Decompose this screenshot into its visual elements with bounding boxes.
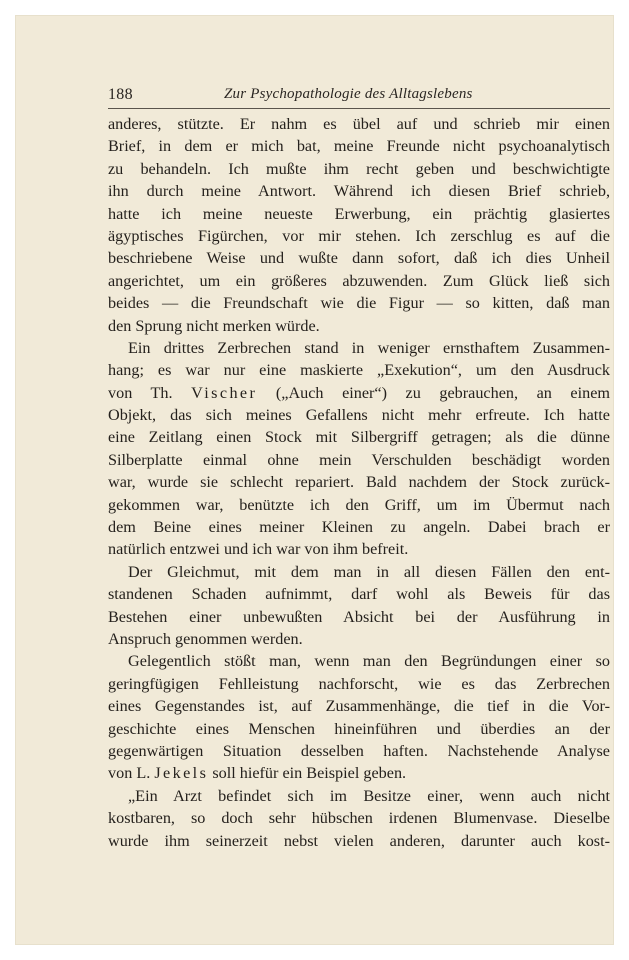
paragraph	[108, 561, 610, 651]
text-line: war, wurde sie schlecht repariert. Bald nachdem der Stock zurück-	[108, 473, 610, 492]
text-line: eines Gegenstandes ist, auf Zusammenhänge, die tief in die Vor-	[108, 697, 610, 716]
text-line: Gelegentlich stößt man, wenn man den Begründungen einer so	[128, 652, 610, 671]
text-line: gegenwärtigen Situation desselben haften. Nachstehende Analyse	[108, 741, 610, 760]
text-line: natürlich entzwei und ich war von ihm befreit.	[108, 540, 409, 559]
text-line: anderes, stützte. Er nahm es übel auf und schrieb mir einen	[108, 115, 610, 133]
text-line	[108, 762, 610, 784]
text-line: hang; es war nur eine maskierte „Exekution“, um den Ausdruck	[108, 361, 610, 380]
text-line: eine Zeitlang einen Stock mit Silbergriff getragen; als die dünne	[108, 428, 610, 447]
page-header	[108, 86, 610, 106]
running-head: Zur Psychopathologie des Alltagslebens	[224, 86, 473, 102]
header-rule	[108, 108, 610, 109]
paragraph	[108, 650, 610, 784]
text-line	[108, 382, 610, 404]
text-line: gekommen war, benützte ich den Griff, um im Übermut nach	[108, 495, 610, 514]
paragraph	[108, 337, 610, 561]
body-text	[108, 113, 610, 852]
text-line: standenen Schaden aufnimmt, darf wohl als Beweis für das	[108, 585, 610, 604]
text-line: geschichte eines Menschen hineinführen und überdies an der	[108, 719, 610, 738]
text-line: beschriebene Weise und wußte dann sofort, daß ich dies Unheil	[108, 249, 610, 268]
text-line: Anspruch genommen werden.	[108, 629, 303, 648]
paragraph	[108, 113, 610, 337]
text-line: den Sprung nicht merken würde.	[108, 316, 320, 335]
text-line: angerichtet, um ein größeres abzuwenden. Zum Glück ließ sich	[108, 271, 610, 290]
text-line: dem Beine eines meiner Kleinen zu angeln. Dabei brach er	[108, 518, 610, 537]
text-segment: („Auch einer“) zu gebrauchen, an einem	[257, 383, 610, 402]
text-segment: soll hiefür ein Beispiel geben.	[208, 764, 407, 783]
text-segment: von Th.	[108, 383, 192, 402]
paragraph	[108, 785, 610, 852]
text-line: zu behandeln. Ich mußte ihm recht geben und beschwichtigte	[108, 159, 610, 178]
text-line: wurde ihm seinerzeit nebst vielen anderen, darunter auch kost-	[108, 831, 610, 850]
text-segment: von L.	[108, 764, 155, 783]
text-line: kostbaren, so doch sehr hübschen irdenen Blumenvase. Dieselbe	[108, 809, 610, 828]
text-line: Bestehen einer unbewußten Absicht bei der Ausführung in	[108, 607, 610, 626]
text-line: ägyptisches Figürchen, vor mir stehen. Ich zerschlug es auf die	[108, 226, 610, 245]
text-line: hatte ich meine neueste Erwerbung, ein prächtig glasiertes	[108, 204, 610, 223]
page-number: 188	[108, 86, 133, 103]
text-line: Brief, in dem er mich bat, meine Freunde nicht psychoanalytisch	[108, 137, 610, 156]
author-name-spaced: Vischer	[191, 383, 258, 402]
text-line: beides — die Freundschaft wie die Figur — so kitten, daß man	[108, 294, 610, 313]
text-line: Der Gleichmut, mit dem man in all diesen Fällen den ent-	[128, 562, 610, 581]
text-line: Silberplatte einmal ohne mein Verschulden beschädigt worden	[108, 450, 610, 469]
text-line: Objekt, das sich meines Gefallens nicht mehr erfreute. Ich hatte	[108, 406, 610, 425]
text-line: Ein drittes Zerbrechen stand in weniger ernsthaftem Zusammen-	[128, 338, 610, 357]
text-line: geringfügigen Fehlleistung nachforscht, wie es das Zerbrechen	[108, 674, 610, 693]
text-line: ihn durch meine Antwort. Während ich diesen Brief schrieb,	[108, 182, 610, 201]
author-name-spaced: Jekels	[154, 764, 209, 783]
text-line: „Ein Arzt befindet sich im Besitze einer, wenn auch nicht	[128, 786, 610, 805]
